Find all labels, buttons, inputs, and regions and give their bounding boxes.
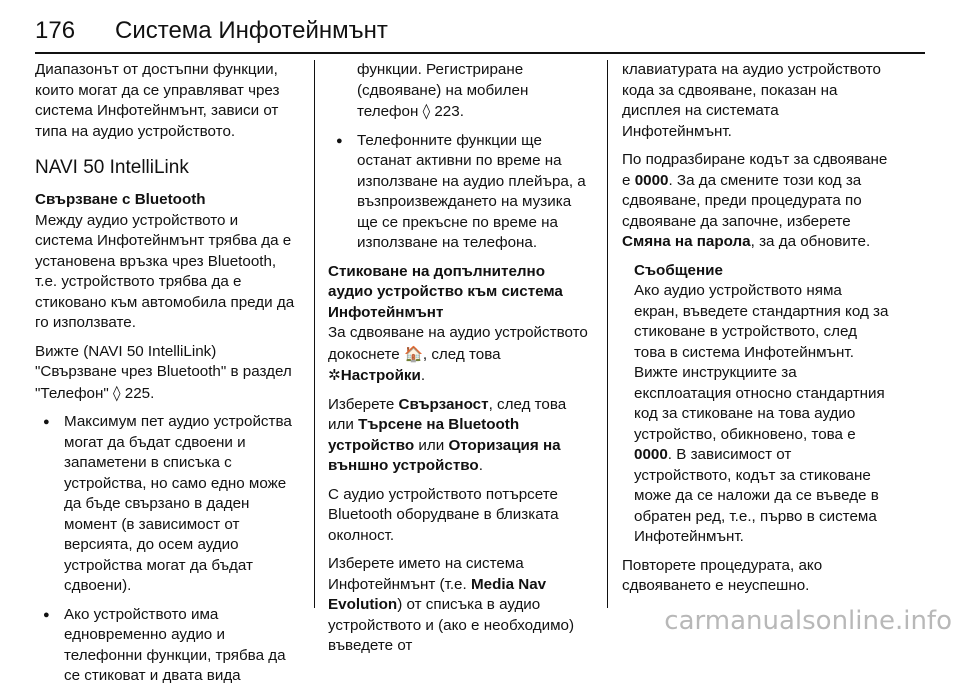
watermark: carmanualsonline.info [664,606,952,636]
home-icon: 🏠 [403,344,423,363]
step-text: За сдвояване на аудио устройството докоснете [328,324,588,363]
list-item: ● Максимум пет аудио устройства могат да бъдат сдвоени и запаметени в списъка с устройства, но само едно може да бъде свързано в даден момент (в зависимост от версията, до осем аудио устройства могат да бъдат сдвоени). [35,412,300,597]
default-code: 0000 [634,171,669,189]
paragraph-text: По подразбиране кодът за сдвояване е [622,151,888,189]
section-title: NAVI 50 IntelliLink [35,157,189,178]
continued-bullet [328,60,593,123]
note-code: 0000 [634,446,668,463]
external-authorization-label: Оторизация на външно устройство [328,436,561,474]
step-text: . [478,457,483,474]
step-text: , след това или [328,395,567,433]
reference-icon: ◊ [113,383,121,402]
see-phone-text: Вижте (NAVI 50 IntelliLink) "Свързване чрез Bluetooth" в раздел "Телефон" [35,342,292,402]
column-2 [328,60,593,665]
column-divider-1 [314,60,315,608]
bluetooth-paragraph: Между аудио устройството и система Инфотейнмънт трябва да е установена връзка чрез Bluetooth, т.е. устройството трябва да е стиковано към автомобила преди да го използвате. [35,211,295,331]
bullet-list [35,412,300,687]
step-text: . [420,367,426,384]
settings-icon: ✲ [328,366,341,384]
pairing-step-2 [328,395,593,477]
continued-text: функции. Регистриране (сдвояване) на мобилен телефон [357,61,529,120]
list-item: ● Ако устройството има едновременно аудио и телефонни функции, трябва да се стиковат и двата вида [35,605,300,687]
note-text: Ако аудио устройството няма екран, въведете стандартния код за стиковане в устройството, след това в система Инфотейнмънт. Вижте инструкциите за експлоатация относно стандартния код за стиковане на това аудио устройство, обикновено, това е [634,282,889,443]
intro-paragraph: Диапазонът от достъпни функции, които могат да се управляват чрез система Инфотейнмънт, зависи от типа на аудио устройството. [35,61,280,140]
page-reference[interactable]: 223. [434,103,464,120]
step-text: , след това [422,345,501,363]
see-phone-paragraph [35,342,300,405]
note-title: Съобщение [634,261,723,279]
subsection-title-bluetooth: Свързване с Bluetooth [35,191,206,208]
step-text: Изберете [328,395,395,413]
note-box [622,261,890,548]
default-code-paragraph [622,150,890,253]
repeat-paragraph: Повторете процедурата, ако сдвояването е неуспешно. [622,556,823,594]
settings-label: Настройки [340,367,421,384]
reference-icon: ◊ [422,102,431,120]
bullet-list [328,131,593,254]
page-reference[interactable]: 225. [124,384,155,402]
page-number: 176 [35,17,76,44]
pairing-step-4 [328,554,593,657]
system-name: Media Nav Evolution [328,575,547,613]
page-title: Система Инфотейнмънт [115,17,388,44]
header-rule [35,52,925,54]
bluetooth-search-label: Търсене на Bluetooth устройство [328,416,520,454]
change-password-label: Смяна на парола [622,233,751,250]
step-text: ) от списъка в аудио устройството и (ако е необходимо) въведете от [328,596,575,654]
pairing-step-1 [328,323,593,387]
note-text: . В зависимост от устройството, кодът за стиковане може да се наложи да се въведе в обратен ред, т.е., първо в система Инфотейнмънт. [634,446,879,545]
step-text: или [418,436,445,454]
step-text: Изберете името на система Инфотейнмънт (т.е. [328,555,524,593]
column-3 [622,60,890,605]
paragraph-text: , за да обновите. [750,233,871,250]
subsection-title-pairing: Стиковане на допълнително аудио устройство към система Инфотейнмънт [328,262,563,321]
list-item: ● Телефонните функции ще останат активни по време на използване на аудио плейъра, а възпроизвеждането на музика ще се прекъсне по време на използване на телефона. [328,131,593,254]
paragraph-text: . За да смените този код за сдвояване, преди процедурата по сдвояване да започне, изберете [622,171,862,230]
column-divider-2 [607,60,608,608]
pairing-step-3: С аудио устройството потърсете Bluetooth оборудване в близката околност. [328,485,559,544]
keyboard-paragraph: клавиатурата на аудио устройството кода за сдвояване, показан на дисплея на системата Инфотейнмънт. [622,61,881,140]
connectivity-label: Свързаност [398,395,489,413]
page-header [35,0,925,50]
column-1 [35,60,300,695]
